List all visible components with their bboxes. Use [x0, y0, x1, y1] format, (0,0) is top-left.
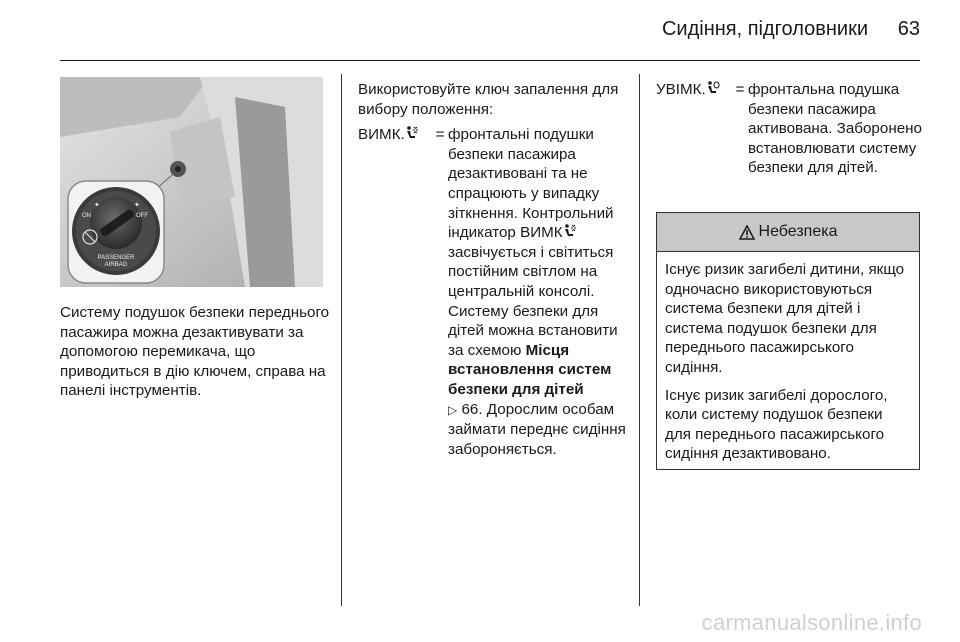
header-divider	[60, 60, 920, 61]
airbag-off-text-part2: засвічується і світиться постійним світлом на центральній консолі. Систему безпеки для дітей можна встановити за схемою	[448, 243, 618, 359]
svg-text:✦: ✦	[134, 202, 140, 209]
danger-warning-box	[656, 212, 920, 470]
equals-sign: =	[735, 81, 745, 98]
right-column	[656, 80, 922, 178]
page-number: 63	[897, 18, 920, 40]
warning-paragraph-1: Існує ризик загибелі дитини, якщо одночасно використовуються система безпеки для дітей і система подушок безпеки для переднього пасажирського сидіння.	[665, 261, 905, 376]
airbag-off-text-part3: 66. Дорослим особам займати переднє сидіння забороняється.	[448, 400, 626, 458]
airbag-switch-photo	[60, 77, 323, 287]
page-title: Сидіння, підголовники	[661, 18, 868, 40]
left-column	[60, 303, 330, 401]
dial-label-passenger: PASSENGER	[97, 255, 135, 261]
airbag-switch-illustration	[60, 77, 323, 287]
warning-title: Небезпека	[758, 223, 838, 240]
position-intro: Використовуйте ключ запалення для вибору положення:	[358, 81, 619, 118]
equals-sign: =	[435, 126, 445, 144]
warning-header	[657, 213, 919, 252]
airbag-off-icon	[405, 125, 419, 141]
airbag-on-text: фронтальна подушка безпеки пасажира активована. Заборонено встановлювати систему безпеки для дітей.	[748, 81, 922, 177]
airbag-off-indicator-icon	[563, 223, 577, 239]
column-divider-2	[639, 74, 640, 606]
svg-text:✦: ✦	[94, 202, 100, 209]
child-seat-locations-link[interactable]: Місця встановлення систем безпеки для дітей	[448, 341, 612, 398]
airbag-on-entry	[656, 80, 922, 178]
dial-label-off: OFF	[136, 213, 148, 219]
airbag-on-label: УВІМК.	[656, 81, 706, 98]
warning-triangle-icon	[739, 225, 755, 240]
arrow-right-icon[interactable]: ▷	[448, 402, 458, 417]
middle-column	[358, 80, 630, 459]
column-divider-1	[341, 74, 342, 606]
dial-label-on: ON	[82, 213, 91, 219]
dial-label-airbag: AIRBAG	[104, 262, 128, 268]
airbag-on-icon	[706, 80, 720, 96]
airbag-off-label: ВИМК.	[358, 126, 405, 144]
airbag-switch-description: Систему подушок безпеки переднього пасажира можна дезактивувати за допомогою перемикача, що приводиться в дію ключем, справа на панелі інструментів.	[60, 304, 330, 400]
warning-paragraph-2: Існує ризик загибелі дорослого, коли систему подушок безпеки для переднього пасажирського сидіння дезактивовано.	[665, 386, 888, 463]
watermark: carmanualsonline.info	[701, 610, 922, 635]
airbag-off-entry	[358, 125, 630, 459]
airbag-off-text-part1: фронтальні подушки безпеки пасажира дезактивовані та не спрацюють у випадку зіткнення. Контрольний індикатор ВИМК	[448, 126, 614, 242]
